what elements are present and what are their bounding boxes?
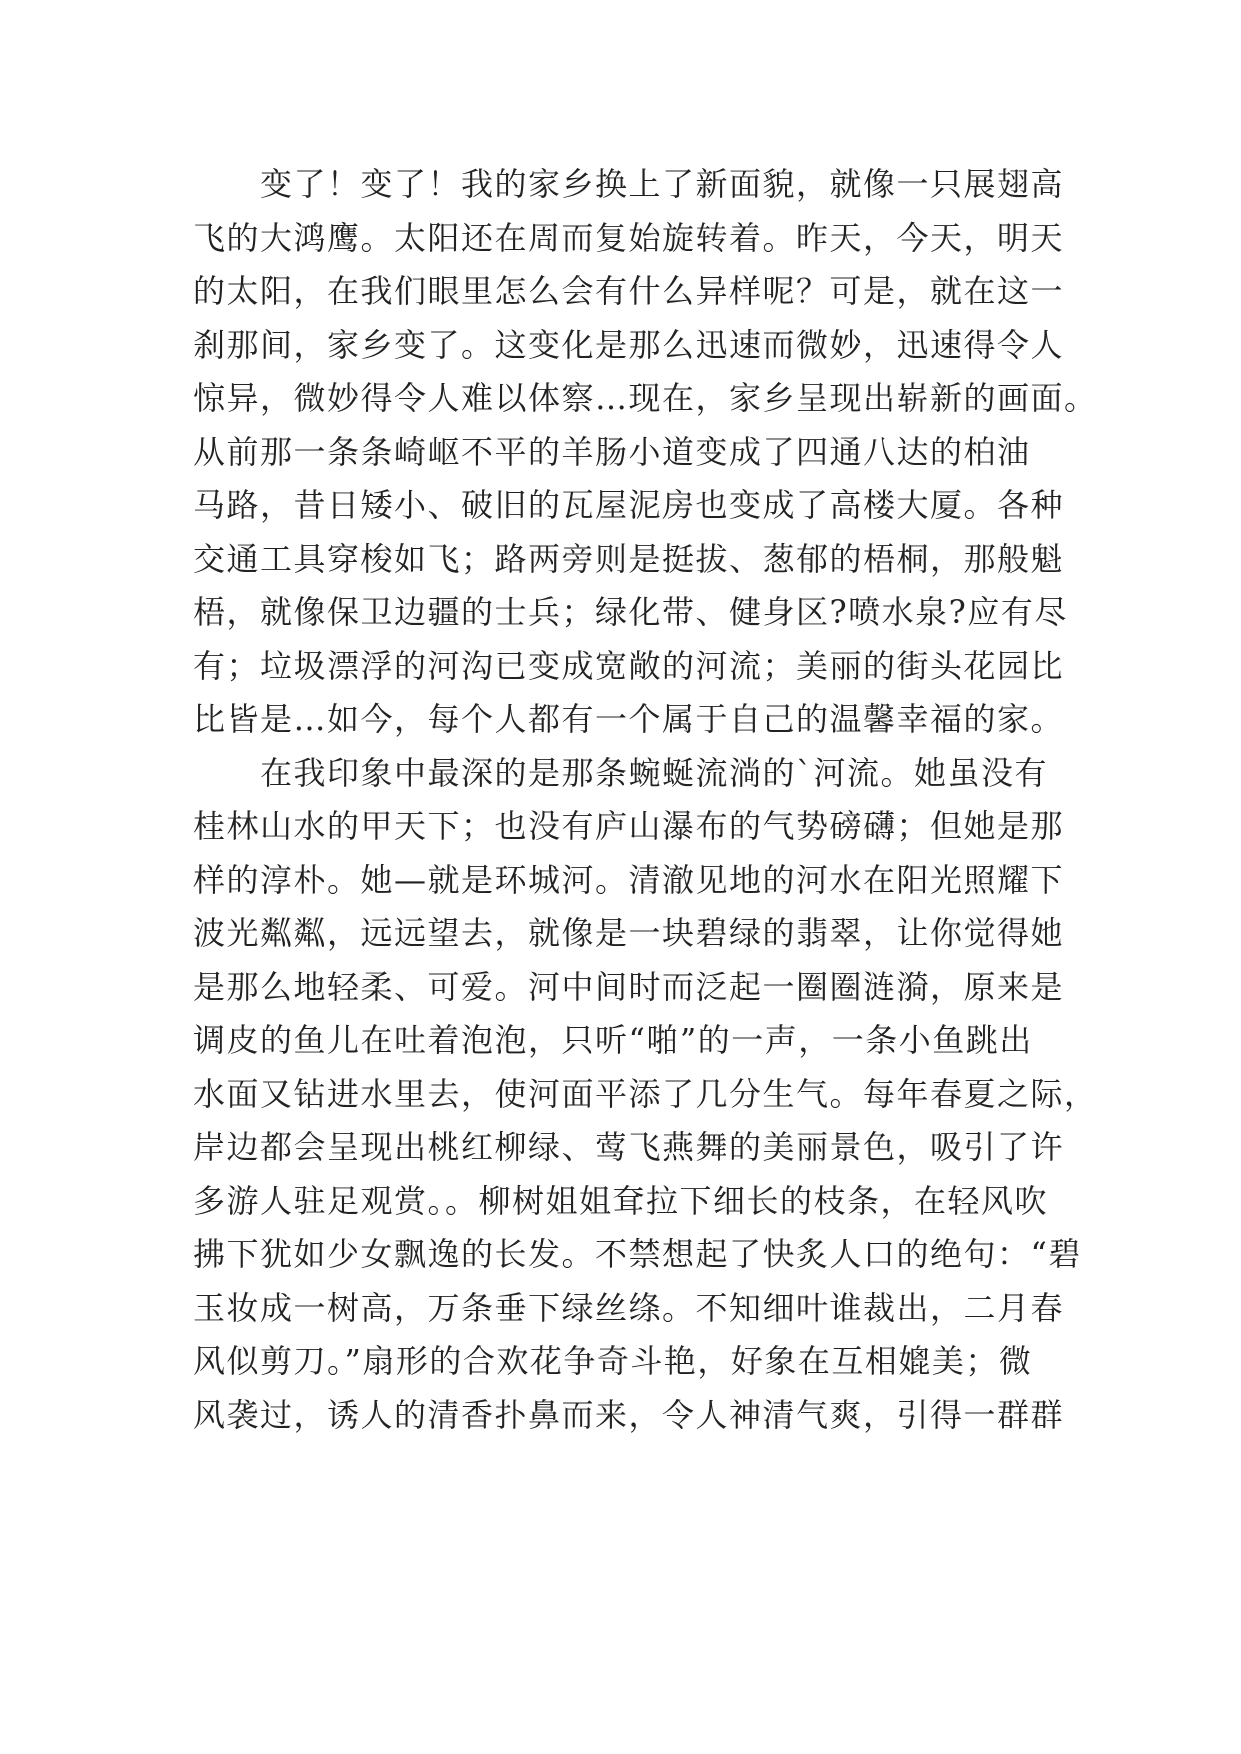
- text-line: 马路，昔日矮小、破旧的瓦屋泥房也变成了高楼大厦。各种: [193, 486, 1065, 524]
- text-line: 风袭过，诱人的清香扑鼻而来，令人神清气爽，引得一群群: [193, 1395, 1065, 1434]
- text-line: 在我印象中最深的是那条蜿蜒流淌的`河流。她虽没有: [193, 753, 1049, 792]
- text-line: 多游人驻足观赏。。柳树姐姐耷拉下细长的枝条，在轻风吹: [193, 1181, 1049, 1220]
- text-line: 有；垃圾漂浮的河沟已变成宽敞的河流；美丽的街头花园比: [193, 646, 1065, 685]
- text-line: 风似剪刀。”扇形的合欢花争奇斗艳，好象在互相媲美；微: [193, 1342, 1033, 1380]
- text-line: 样的淳朴。她—就是环城河。清澈见地的河水在阳光照耀下: [193, 860, 1065, 899]
- text-line: 波光粼粼，远远望去，就像是一块碧绿的翡翠，让你觉得她: [193, 914, 1065, 952]
- text-line: 水面又钻进水里去，使河面平添了几分生气。每年春夏之际，: [193, 1074, 1098, 1113]
- text-line: 飞的大鸿鹰。太阳还在周而复始旋转着。昨天，今天，明天: [193, 218, 1065, 257]
- text-line: 玉妆成一树高，万条垂下绿丝绦。不知细叶谁裁出，二月春: [193, 1288, 1065, 1327]
- text-line: 拂下犹如少女飘逸的长发。不禁想起了快炙人口的绝句：“碧: [193, 1235, 1082, 1273]
- text-line: 岸边都会呈现出桃红柳绿、莺飞燕舞的美丽景色，吸引了许: [193, 1128, 1065, 1166]
- text-line: 是那么地轻柔、可爱。河中间时而泛起一圈圈涟漪，原来是: [193, 967, 1065, 1006]
- text-line: 调皮的鱼儿在吐着泡泡，只听“啪”的一声，一条小鱼跳出: [193, 1021, 1033, 1059]
- text-line: 比皆是…如今，每个人都有一个属于自己的温馨幸福的家。: [193, 700, 1065, 738]
- text-line: 惊异，微妙得令人难以体察…现在，家乡呈现出崭新的画面。: [193, 379, 1098, 417]
- text-line: 刹那间，家乡变了。这变化是那么迅速而微妙，迅速得令人: [193, 325, 1065, 364]
- text-line: 的太阳，在我们眼里怎么会有什么异样呢？可是，就在这一: [193, 272, 1065, 310]
- text-line: 桂林山水的甲天下；也没有庐山瀑布的气势磅礴；但她是那: [193, 807, 1065, 845]
- text-line: 从前那一条条崎岖不平的羊肠小道变成了四通八达的柏油: [193, 432, 1031, 471]
- text-line: 变了！变了！我的家乡换上了新面貌，就像一只展翅高: [193, 165, 1065, 203]
- text-line: 梧，就像保卫边疆的士兵；绿化带、健身区?喷水泉?应有尽: [193, 593, 1068, 631]
- essay-body: [193, 158, 1098, 1442]
- text-line: 交通工具穿梭如飞；路两旁则是挺拔、葱郁的梧桐，那般魁: [193, 539, 1065, 578]
